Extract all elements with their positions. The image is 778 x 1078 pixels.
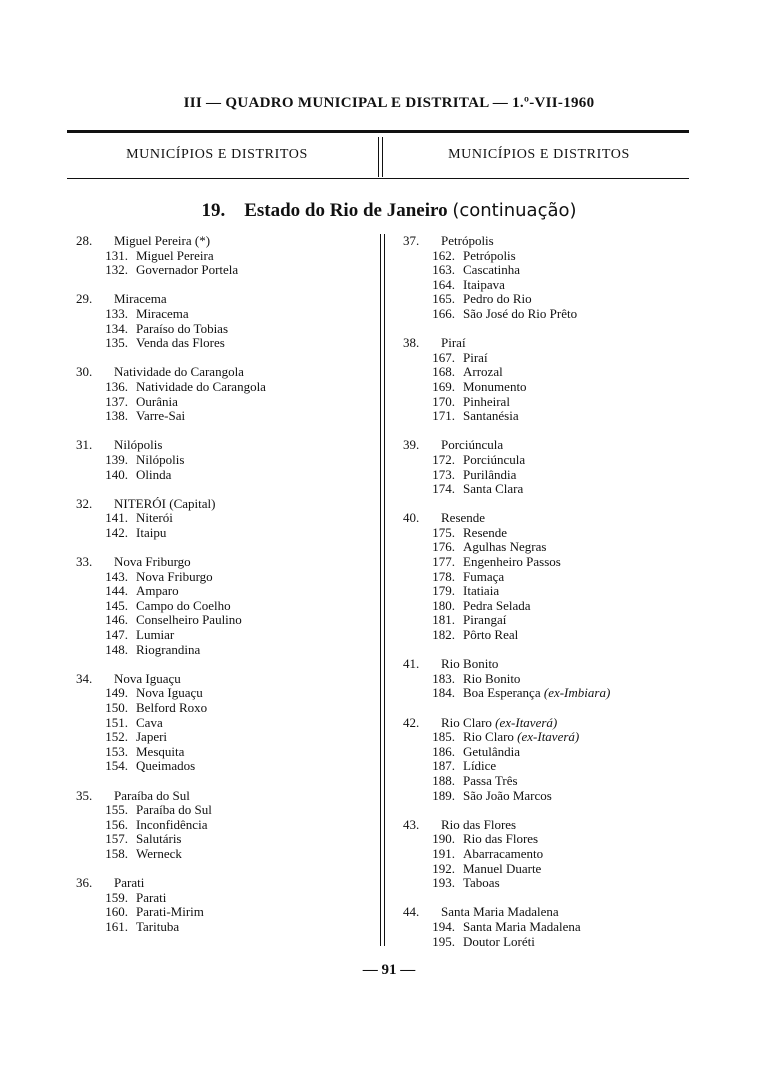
distrito-line — [403, 935, 703, 950]
municipio-name: Rio Bonito — [441, 656, 499, 672]
municipio-number: 33. — [76, 554, 93, 570]
municipio-entry — [76, 672, 376, 774]
distrito-number: 168. — [432, 364, 455, 380]
municipio-number: 32. — [76, 495, 93, 511]
distrito-number: 153. — [105, 743, 128, 759]
municipio-number: 34. — [76, 670, 93, 686]
section-title — [0, 200, 778, 222]
municipio-number: 31. — [76, 437, 93, 453]
municipio-number: 38. — [403, 335, 420, 351]
distrito-name: Venda das Flores — [136, 335, 225, 351]
distrito-number: 140. — [105, 466, 128, 482]
distrito-number: 160. — [105, 904, 128, 920]
distrito-number: 151. — [105, 714, 128, 730]
distrito-number: 189. — [432, 787, 455, 803]
distrito-line — [403, 847, 703, 862]
municipio-entry — [76, 789, 376, 862]
distrito-line — [76, 847, 376, 862]
distrito-line — [403, 862, 703, 877]
distrito-name: Miracema — [136, 305, 189, 321]
distrito-number: 132. — [105, 262, 128, 278]
distrito-line — [76, 832, 376, 847]
distrito-number: 177. — [432, 554, 455, 570]
distrito-number: 169. — [432, 378, 455, 394]
municipio-entry — [76, 292, 376, 350]
distrito-line — [403, 365, 703, 380]
distrito-line — [76, 453, 376, 468]
distrito-name: Queimados — [136, 758, 196, 774]
distrito-number: 164. — [432, 276, 455, 292]
distrito-line — [403, 409, 703, 424]
distrito-number: 172. — [432, 451, 455, 467]
section-name: Estado do Rio de Janeiro — [244, 200, 448, 221]
municipio-name: Natividade do Carangola — [114, 364, 244, 380]
distrito-name: Pirangaí — [463, 612, 507, 628]
distrito-line — [403, 249, 703, 264]
municipio-line — [403, 716, 703, 731]
distrito-number: 192. — [432, 860, 455, 876]
column-heading-divider — [378, 137, 383, 177]
distrito-name: Nova Friburgo — [136, 568, 213, 584]
municipio-line — [403, 818, 703, 833]
distrito-number: 179. — [432, 583, 455, 599]
municipio-name: Rio das Flores — [441, 816, 517, 832]
distrito-name: Purilândia — [463, 466, 517, 482]
left-column — [76, 234, 376, 935]
header-rule-thin — [67, 178, 689, 179]
municipio-entry — [403, 511, 703, 642]
distrito-line — [403, 307, 703, 322]
distrito-line — [403, 759, 703, 774]
distrito-name: Santa Clara — [463, 481, 524, 497]
distrito-number: 150. — [105, 700, 128, 715]
distrito-name: Werneck — [136, 845, 182, 861]
distrito-name: Doutor Loréti — [463, 933, 535, 949]
distrito-line — [403, 628, 703, 643]
distrito-number: 148. — [105, 641, 128, 657]
distrito-name: Belford Roxo — [136, 700, 208, 715]
column-headings-row — [67, 137, 689, 177]
municipio-entry — [403, 905, 703, 949]
distrito-name: Campo do Coelho — [136, 597, 231, 613]
distrito-name: Agulhas Negras — [463, 539, 547, 555]
municipio-name: Porciúncula — [441, 437, 504, 453]
distrito-name: Boa Esperança — [463, 685, 541, 701]
distrito-name: Monumento — [463, 378, 527, 394]
distrito-note: (ex-Imbiara) — [543, 685, 611, 701]
distrito-number: 147. — [105, 627, 128, 643]
municipio-name: Miracema — [114, 291, 167, 307]
distrito-number: 152. — [105, 729, 128, 745]
distrito-name: Abarracamento — [463, 845, 544, 861]
distrito-line — [403, 292, 703, 307]
distrito-line — [403, 832, 703, 847]
distrito-line — [76, 803, 376, 818]
distrito-line — [403, 555, 703, 570]
municipio-entry — [76, 438, 376, 482]
municipio-name: Parati — [114, 875, 145, 891]
distrito-line — [76, 686, 376, 701]
distrito-line — [403, 395, 703, 410]
header-rule-thick — [67, 130, 689, 133]
distrito-number: 141. — [105, 510, 128, 526]
distrito-line — [76, 409, 376, 424]
municipio-name: Petrópolis — [441, 233, 494, 248]
distrito-number: 188. — [432, 772, 455, 788]
distrito-number: 185. — [432, 729, 455, 745]
municipio-number: 36. — [76, 875, 93, 891]
distrito-number: 158. — [105, 845, 128, 861]
distrito-number: 181. — [432, 612, 455, 628]
distrito-number: 156. — [105, 816, 128, 832]
distrito-name: Pedra Selada — [463, 597, 531, 613]
distrito-number: 145. — [105, 597, 128, 613]
distrito-line — [403, 351, 703, 366]
municipio-number: 37. — [403, 233, 420, 248]
distrito-line — [76, 380, 376, 395]
distrito-number: 133. — [105, 305, 128, 321]
right-column — [403, 234, 703, 949]
municipio-note: (ex-Itaverá) — [495, 714, 558, 730]
column-divider — [380, 234, 385, 946]
distrito-line — [76, 905, 376, 920]
municipio-name: Nilópolis — [114, 437, 163, 453]
distrito-name: Cascatinha — [463, 262, 521, 278]
distrito-name: Mesquita — [136, 743, 185, 759]
municipio-line — [76, 365, 376, 380]
distrito-name: Olinda — [136, 466, 172, 482]
municipio-entry — [403, 657, 703, 701]
distrito-name: Passa Três — [463, 772, 518, 788]
municipio-entry — [76, 234, 376, 278]
distrito-number: 139. — [105, 451, 128, 467]
distrito-line — [76, 920, 376, 935]
distrito-name: Amparo — [136, 583, 179, 599]
distrito-line — [403, 570, 703, 585]
municipio-number: 28. — [76, 233, 93, 248]
distrito-line — [403, 745, 703, 760]
distrito-number: 159. — [105, 889, 128, 905]
distrito-name: São José do Rio Prêto — [463, 305, 578, 321]
distrito-number: 167. — [432, 349, 455, 365]
distrito-name: Conselheiro Paulino — [136, 612, 242, 628]
distrito-number: 163. — [432, 262, 455, 278]
municipio-name: Nova Iguaçu — [114, 670, 181, 686]
distrito-line — [403, 686, 703, 701]
distrito-name: Natividade do Carangola — [136, 378, 266, 394]
distrito-line — [76, 584, 376, 599]
municipio-line — [76, 555, 376, 570]
distrito-number: 175. — [432, 524, 455, 540]
distrito-line — [76, 263, 376, 278]
distrito-name: Niterói — [136, 510, 173, 526]
distrito-line — [403, 672, 703, 687]
municipio-line — [76, 438, 376, 453]
distrito-number: 161. — [105, 918, 128, 934]
municipio-name: Paraíba do Sul — [114, 787, 190, 803]
distrito-line — [403, 278, 703, 293]
distrito-number: 143. — [105, 568, 128, 584]
distrito-number: 138. — [105, 408, 128, 424]
distrito-line — [76, 336, 376, 351]
municipio-number: 41. — [403, 656, 420, 672]
distrito-name: Japeri — [136, 729, 168, 745]
distrito-number: 154. — [105, 758, 128, 774]
municipio-line — [403, 905, 703, 920]
distrito-number: 182. — [432, 627, 455, 643]
distrito-line — [403, 599, 703, 614]
distrito-line — [403, 920, 703, 935]
distrito-line — [76, 468, 376, 483]
municipio-line — [76, 497, 376, 512]
distrito-line — [403, 540, 703, 555]
distrito-name: Itaipava — [463, 276, 505, 292]
municipio-line — [403, 336, 703, 351]
distrito-line — [403, 468, 703, 483]
distrito-line — [403, 482, 703, 497]
distrito-name: Cava — [136, 714, 163, 730]
distrito-name: Parati-Mirim — [136, 904, 204, 920]
distrito-name: Ourânia — [136, 393, 178, 409]
distrito-line — [76, 570, 376, 585]
distrito-number: 174. — [432, 481, 455, 497]
distrito-name: São João Marcos — [463, 787, 552, 803]
column-heading-right: MUNICÍPIOS E DISTRITOS — [448, 147, 630, 162]
distrito-line — [403, 263, 703, 278]
municipio-line — [76, 672, 376, 687]
section-continuation: (continuação) — [452, 200, 577, 221]
municipio-name: Nova Friburgo — [114, 554, 191, 570]
distrito-note: (ex-Itaverá) — [517, 729, 580, 745]
municipio-line — [76, 876, 376, 891]
distrito-number: 165. — [432, 291, 455, 307]
distrito-name: Petrópolis — [463, 247, 516, 263]
distrito-name: Pôrto Real — [463, 627, 519, 643]
distrito-line — [76, 511, 376, 526]
distrito-number: 170. — [432, 393, 455, 409]
distrito-number: 191. — [432, 845, 455, 861]
distrito-name: Paraíso do Tobias — [136, 320, 229, 336]
municipio-number: 44. — [403, 904, 420, 920]
distrito-line — [76, 599, 376, 614]
distrito-line — [76, 701, 376, 716]
distrito-number: 149. — [105, 685, 128, 701]
municipio-number: 39. — [403, 437, 420, 453]
distrito-number: 193. — [432, 875, 455, 891]
municipio-line — [76, 234, 376, 249]
distrito-name: Rio das Flores — [463, 831, 539, 847]
column-heading-left: MUNICÍPIOS E DISTRITOS — [126, 147, 308, 162]
distrito-number: 173. — [432, 466, 455, 482]
distrito-number: 178. — [432, 568, 455, 584]
distrito-name: Nilópolis — [136, 451, 185, 467]
distrito-name: Itatiaia — [463, 583, 500, 599]
municipio-entry — [76, 555, 376, 657]
distrito-number: 162. — [432, 247, 455, 263]
distrito-number: 187. — [432, 758, 455, 774]
municipio-name: Piraí — [441, 335, 466, 351]
distrito-number: 183. — [432, 670, 455, 686]
municipio-name: Miguel Pereira (*) — [114, 233, 211, 248]
distrito-line — [403, 584, 703, 599]
distrito-number: 137. — [105, 393, 128, 409]
municipio-entry — [403, 716, 703, 804]
distrito-name: Riograndina — [136, 641, 201, 657]
distrito-number: 166. — [432, 305, 455, 321]
municipio-entry — [403, 234, 703, 322]
distrito-line — [76, 716, 376, 731]
distrito-number: 195. — [432, 933, 455, 949]
distrito-name: Arrozal — [463, 364, 503, 380]
distrito-number: 194. — [432, 918, 455, 934]
distrito-number: 186. — [432, 743, 455, 759]
distrito-number: 155. — [105, 802, 128, 818]
distrito-name: Pinheiral — [463, 393, 510, 409]
distrito-name: Governador Portela — [136, 262, 239, 278]
distrito-name: Engenheiro Passos — [463, 554, 561, 570]
municipio-number: 43. — [403, 816, 420, 832]
municipio-number: 35. — [76, 787, 93, 803]
distrito-name: Tarituba — [136, 918, 180, 934]
municipio-entry — [403, 438, 703, 496]
distrito-line — [76, 249, 376, 264]
distrito-number: 171. — [432, 408, 455, 424]
distrito-name: Santa Maria Madalena — [463, 918, 581, 934]
distrito-number: 157. — [105, 831, 128, 847]
distrito-name: Santanésia — [463, 408, 519, 424]
distrito-line — [76, 395, 376, 410]
distrito-line — [76, 818, 376, 833]
distrito-name: Paraíba do Sul — [136, 802, 212, 818]
distrito-name: Piraí — [463, 349, 488, 365]
distrito-line — [76, 891, 376, 906]
distrito-number: 180. — [432, 597, 455, 613]
distrito-number: 184. — [432, 685, 455, 701]
distrito-name: Varre-Sai — [136, 408, 186, 424]
municipio-number: 42. — [403, 714, 420, 730]
municipio-entry — [76, 497, 376, 541]
distrito-line — [403, 774, 703, 789]
distrito-name: Inconfidência — [136, 816, 208, 832]
distrito-line — [76, 628, 376, 643]
distrito-number: 142. — [105, 524, 128, 540]
page-header-title: III — QUADRO MUNICIPAL E DISTRITAL — 1.º-VII-1960 — [183, 95, 595, 111]
distrito-number: 136. — [105, 378, 128, 394]
distrito-line — [76, 643, 376, 658]
distrito-number: 146. — [105, 612, 128, 628]
distrito-number: 144. — [105, 583, 128, 599]
municipio-entry — [76, 876, 376, 934]
distrito-line — [76, 322, 376, 337]
distrito-line — [403, 876, 703, 891]
municipio-number: 30. — [76, 364, 93, 380]
distrito-line — [76, 745, 376, 760]
distrito-line — [76, 759, 376, 774]
distrito-name: Parati — [136, 889, 167, 905]
municipio-line — [403, 438, 703, 453]
municipio-entry — [403, 818, 703, 891]
distrito-number: 190. — [432, 831, 455, 847]
distrito-number: 134. — [105, 320, 128, 336]
municipio-line — [403, 511, 703, 526]
distrito-name: Rio Claro — [463, 729, 514, 745]
distrito-number: 131. — [105, 247, 128, 263]
distrito-line — [403, 453, 703, 468]
municipio-line — [403, 234, 703, 249]
distrito-line — [403, 380, 703, 395]
distrito-name: Pedro do Rio — [463, 291, 532, 307]
distrito-line — [76, 526, 376, 541]
distrito-name: Lumiar — [136, 627, 175, 643]
distrito-line — [403, 730, 703, 745]
distrito-name: Porciúncula — [463, 451, 526, 467]
distrito-name: Nova Iguaçu — [136, 685, 203, 701]
municipio-line — [403, 657, 703, 672]
distrito-name: Salutáris — [136, 831, 182, 847]
distrito-line — [76, 613, 376, 628]
municipio-name: Rio Claro — [441, 714, 492, 730]
distrito-number: 135. — [105, 335, 128, 351]
distrito-line — [76, 730, 376, 745]
municipio-name: Santa Maria Madalena — [441, 904, 559, 920]
distrito-name: Manuel Duarte — [463, 860, 542, 876]
page-number: — 91 — — [362, 962, 416, 978]
municipio-number: 40. — [403, 510, 420, 526]
municipio-entry — [403, 336, 703, 424]
distrito-name: Lídice — [463, 758, 497, 774]
distrito-line — [76, 307, 376, 322]
distrito-name: Fumaça — [463, 568, 505, 584]
municipio-name: Resende — [441, 510, 486, 526]
municipio-entry — [76, 365, 376, 423]
distrito-line — [403, 789, 703, 804]
municipio-line — [76, 789, 376, 804]
distrito-line — [403, 613, 703, 628]
distrito-number: 176. — [432, 539, 455, 555]
distrito-line — [403, 526, 703, 541]
distrito-name: Itaipu — [136, 524, 167, 540]
distrito-name: Rio Bonito — [463, 670, 521, 686]
section-number: 19. — [201, 200, 226, 221]
distrito-name: Taboas — [463, 875, 500, 891]
municipio-number: 29. — [76, 291, 93, 307]
distrito-name: Resende — [463, 524, 508, 540]
distrito-name: Getulândia — [463, 743, 521, 759]
municipio-line — [76, 292, 376, 307]
distrito-name: Miguel Pereira — [136, 247, 214, 263]
municipio-name: NITERÓI (Capital) — [114, 495, 216, 511]
